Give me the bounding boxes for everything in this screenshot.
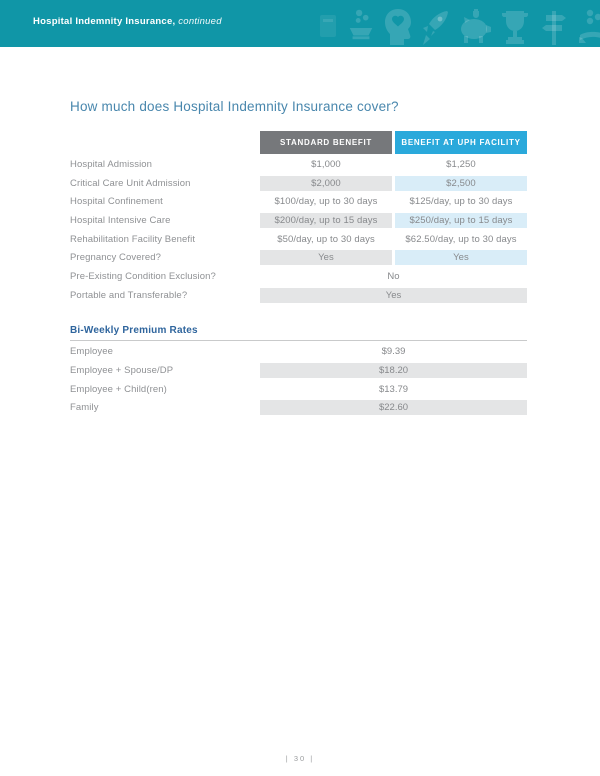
- standard-value: $1,000: [311, 158, 341, 170]
- premium-section-title: Bi-Weekly Premium Rates: [70, 325, 527, 341]
- benefits-table-header: [260, 131, 527, 154]
- row-label: Hospital Intensive Care: [70, 214, 171, 226]
- section-heading: How much does Hospital Indemnity Insurance cover?: [70, 99, 399, 114]
- hand-coins-icon: [576, 7, 600, 47]
- uph-value: $1,250: [446, 158, 476, 170]
- donation-coins-icon: [346, 7, 376, 47]
- uph-value: $2,500: [395, 176, 527, 191]
- table-row: [70, 361, 527, 380]
- header-title-text: Hospital Indemnity Insurance,: [33, 16, 176, 27]
- page-header-band: [0, 0, 600, 47]
- premium-value: $18.20: [260, 363, 527, 378]
- table-row: [70, 174, 527, 193]
- standard-value: Yes: [260, 250, 392, 265]
- table-row: [70, 267, 527, 286]
- row-label: Pregnancy Covered?: [70, 252, 162, 264]
- page-number: | 30 |: [285, 754, 315, 763]
- table-row: [70, 155, 527, 174]
- uph-value: $125/day, up to 30 days: [409, 196, 513, 208]
- table-row: [70, 230, 527, 249]
- signpost-icon: [538, 7, 570, 47]
- standard-value: $50/day, up to 30 days: [277, 233, 375, 245]
- premium-value: $22.60: [260, 400, 527, 415]
- row-label: Employee: [70, 346, 114, 358]
- table-row: [70, 192, 527, 211]
- row-label: Portable and Transferable?: [70, 289, 188, 301]
- rocket-icon: [420, 7, 452, 47]
- benefits-table-body: [70, 155, 527, 305]
- table-row: [70, 399, 527, 418]
- table-row: [70, 248, 527, 267]
- row-label: Hospital Confinement: [70, 196, 163, 208]
- trophy-icon: [498, 7, 532, 47]
- row-label: Rehabilitation Facility Benefit: [70, 233, 196, 245]
- uph-value: $250/day, up to 15 days: [395, 213, 527, 228]
- row-label: Hospital Admission: [70, 158, 153, 170]
- premium-rates-section: [70, 325, 527, 418]
- header-title-continued: continued: [175, 16, 222, 27]
- standard-value: $200/day, up to 15 days: [260, 213, 392, 228]
- benefits-table: [70, 131, 527, 305]
- column-header-uph-facility: BENEFIT AT UPH FACILITY: [395, 131, 527, 154]
- row-label: Family: [70, 402, 99, 414]
- uph-value: Yes: [395, 250, 527, 265]
- table-row: [70, 286, 527, 305]
- header-icon-strip: [318, 7, 600, 47]
- row-label: Employee + Spouse/DP: [70, 365, 174, 377]
- head-heart-icon: [382, 7, 414, 47]
- piggy-bank-icon: [458, 7, 492, 47]
- standard-value: $2,000: [260, 176, 392, 191]
- column-header-standard-benefit: STANDARD BENEFIT: [260, 131, 392, 154]
- report-icon: [318, 7, 340, 47]
- premium-table-body: [70, 343, 527, 418]
- row-label: Critical Care Unit Admission: [70, 177, 191, 189]
- combined-value: Yes: [260, 288, 527, 303]
- uph-value: $62.50/day, up to 30 days: [405, 233, 517, 245]
- premium-value: $9.39: [381, 346, 406, 358]
- row-label: Pre-Existing Condition Exclusion?: [70, 270, 216, 282]
- table-row: [70, 343, 527, 362]
- page-body: [0, 99, 600, 417]
- row-label: Employee + Child(ren): [70, 383, 167, 395]
- standard-value: $100/day, up to 30 days: [274, 196, 378, 208]
- page-header-title: [33, 16, 222, 27]
- table-row: [70, 211, 527, 230]
- table-row: [70, 380, 527, 399]
- premium-value: $13.79: [378, 383, 409, 395]
- combined-value: No: [387, 270, 400, 282]
